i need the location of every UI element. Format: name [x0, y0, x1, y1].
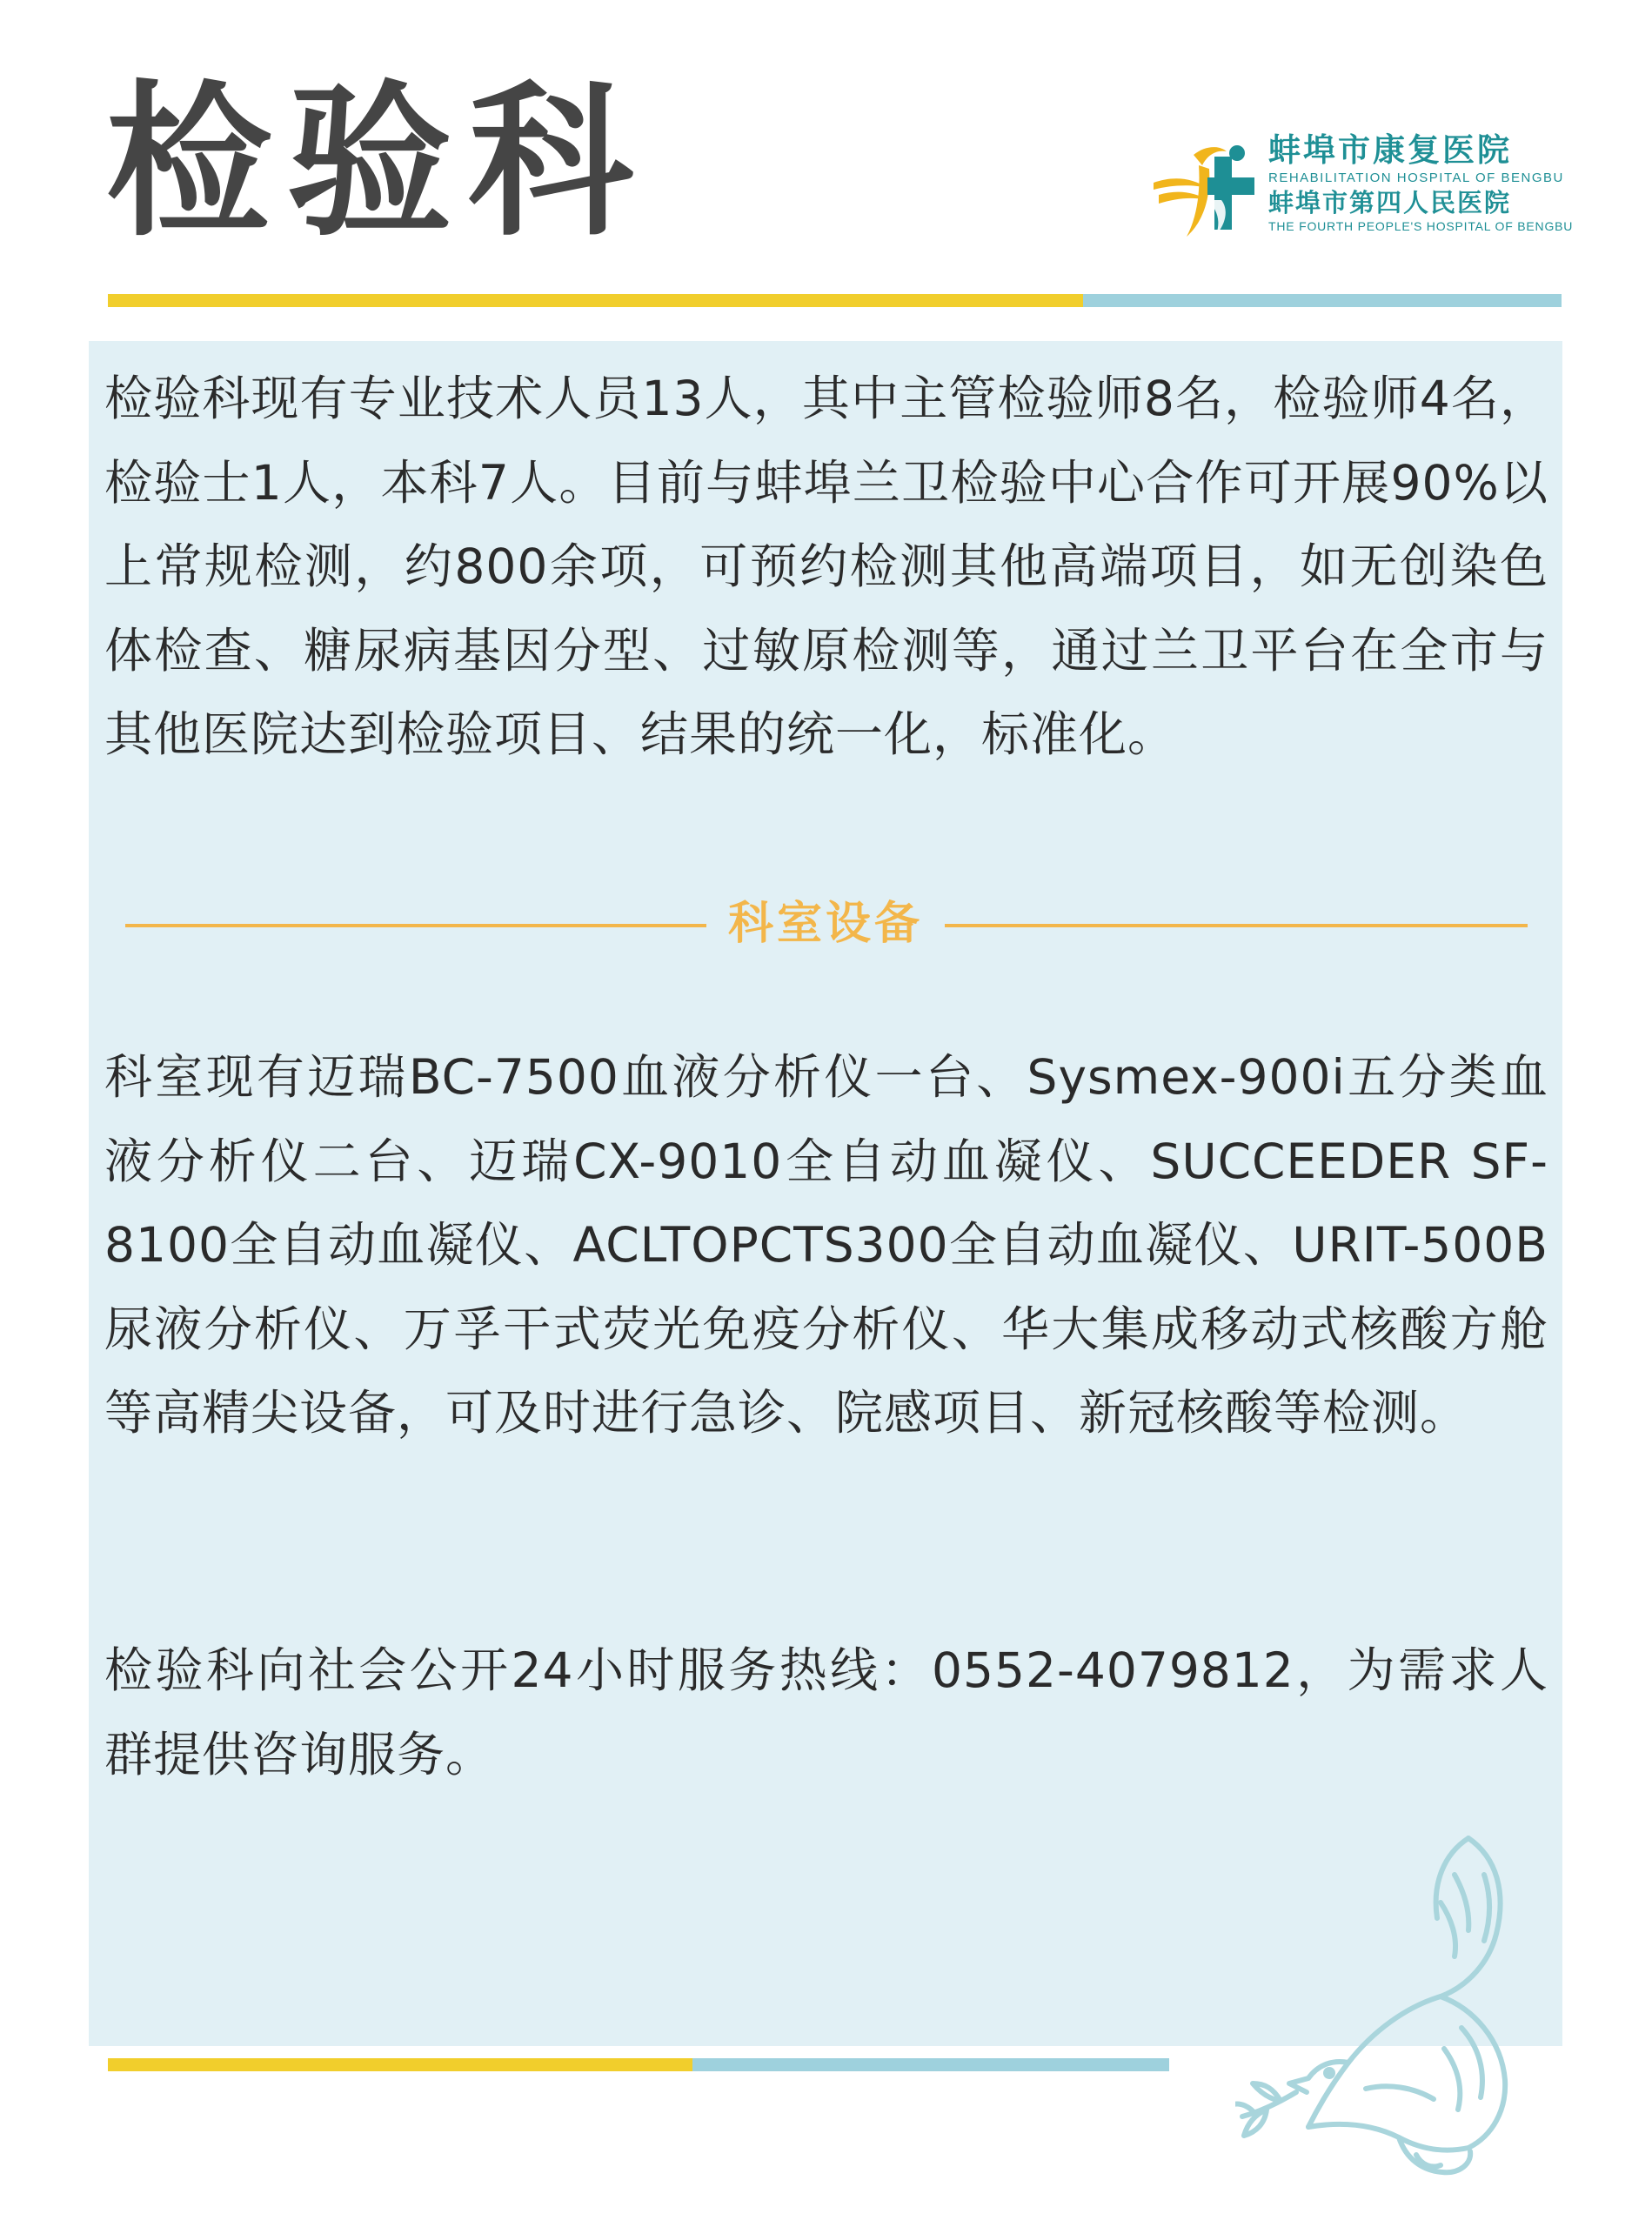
- footer-rule-blue: [692, 2058, 1169, 2071]
- content-panel: [89, 341, 1562, 2046]
- footer-rule-yellow: [108, 2058, 692, 2071]
- divider-line-left: [125, 924, 706, 927]
- intro-paragraph: 检验科现有专业技术人员13人，其中主管检验师8名，检验师4名，检验士1人，本科7人。目前与蚌埠兰卫检验中心合作可开展90%以上常规检测，约800余项，可预约检测其他高端项目，如无创染色体检查、糖尿病基因分型、过敏原检测等，通过兰卫平台在全市与其他医院达到检验项目、结果的统一化，标准化。: [104, 371, 1548, 762]
- page-title: 检验科: [106, 66, 650, 258]
- hospital-logo-icon: [1147, 139, 1268, 242]
- header-rule-blue: [1083, 294, 1562, 307]
- logo-name-cn-2: 蚌埠市第四人民医院: [1268, 188, 1512, 217]
- hospital-logo: [1147, 130, 1574, 244]
- divider-line-right: [945, 924, 1528, 927]
- section-divider: [125, 889, 1528, 959]
- logo-name-en-2: THE FOURTH PEOPLE'S HOSPITAL OF BENGBU: [1268, 219, 1574, 233]
- logo-name-cn-1: 蚌埠市康复医院: [1268, 131, 1512, 169]
- dove-icon: [1235, 1822, 1522, 2188]
- hotline-paragraph: 检验科向社会公开24小时服务热线：0552-4079812，为需求人群提供咨询服务。: [104, 1642, 1548, 1782]
- equipment-paragraph: 科室现有迈瑞BC-7500血液分析仪一台、Sysmex-900i五分类血液分析仪二台、迈瑞CX-9010全自动血凝仪、SUCCEEDER SF-8100全自动血凝仪、ACLTOPCTS300全自动血凝仪、URIT-500B尿液分析仪、万孚干式荧光免疫分析仪、华大集成移动式核酸方舱等高精尖设备，可及时进行急诊、院感项目、新冠核酸等检测。: [104, 1049, 1548, 1441]
- header-rule-yellow: [108, 294, 1083, 307]
- logo-name-en-1: REHABILITATION HOSPITAL OF BENGBU: [1268, 171, 1564, 185]
- section-title: 科室设备: [727, 898, 923, 950]
